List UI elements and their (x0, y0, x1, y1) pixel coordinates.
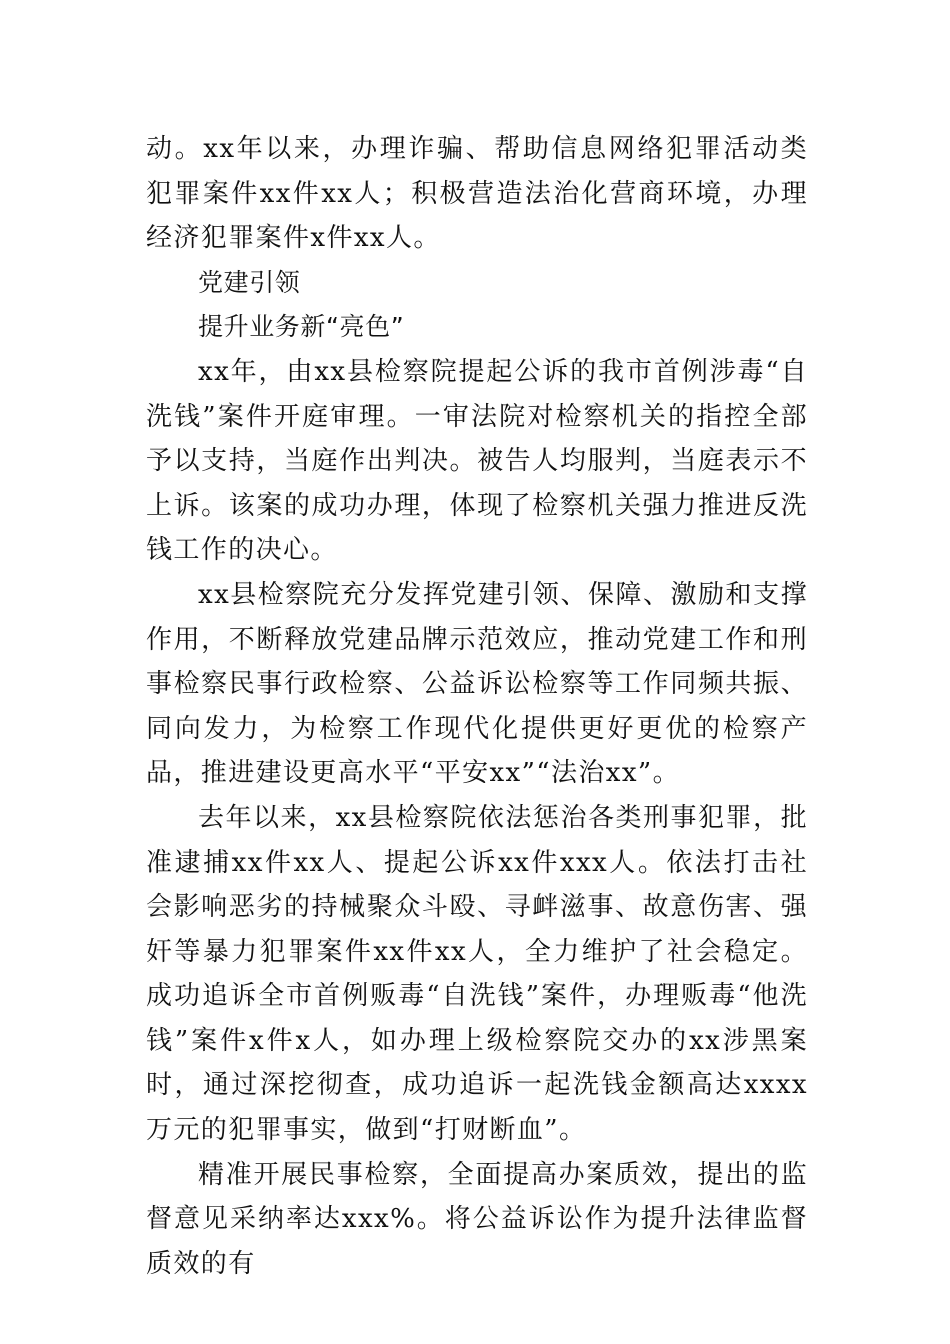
body-paragraph: 精准开展民事检察，全面提高办案质效，提出的监督意见采纳率达xxx%。将公益诉讼作为提升法律监督质效的有 (146, 1159, 808, 1279)
body-paragraph-continued: 动。xx年以来，办理诈骗、帮助信息网络犯罪活动类犯罪案件xx件xx人；积极营造法治化营商环境，办理经济犯罪案件x件xx人。 (146, 134, 808, 254)
section-heading: 党建引领 (198, 267, 301, 297)
body-paragraph: xx县检察院充分发挥党建引领、保障、激励和支撑作用，不断释放党建品牌示范效应，推动党建工作和刑事检察民事行政检察、公益诉讼检察等工作同频共振、同向发力，为检察工作现代化提供更好更优的检察产品，推进建设更高水平“平安xx”“法治xx”。 (146, 579, 808, 789)
document-body (146, 127, 808, 1286)
section-subheading: 提升业务新“亮色” (198, 312, 405, 342)
body-paragraph: 去年以来，xx县检察院依法惩治各类刑事犯罪，批准逮捕xx件xx人、提起公诉xx件xxx人。依法打击社会影响恶劣的持械聚众斗殴、寻衅滋事、故意伤害、强奸等暴力犯罪案件xx件xx人，全力维护了社会稳定。成功追诉全市首例贩毒“自洗钱”案件，办理贩毒“他洗钱”案件x件x人，如办理上级检察院交办的xx涉黑案时，通过深挖彻查，成功追诉一起洗钱金额高达xxxx万元的犯罪事实，做到“打财断血”。 (146, 802, 808, 1146)
body-paragraph: xx年，由xx县检察院提起公诉的我市首例涉毒“自洗钱”案件开庭审理。一审法院对检察机关的指控全部予以支持，当庭作出判决。被告人均服判，当庭表示不上诉。该案的成功办理，体现了检察机关强力推进反洗钱工作的决心。 (146, 356, 808, 566)
